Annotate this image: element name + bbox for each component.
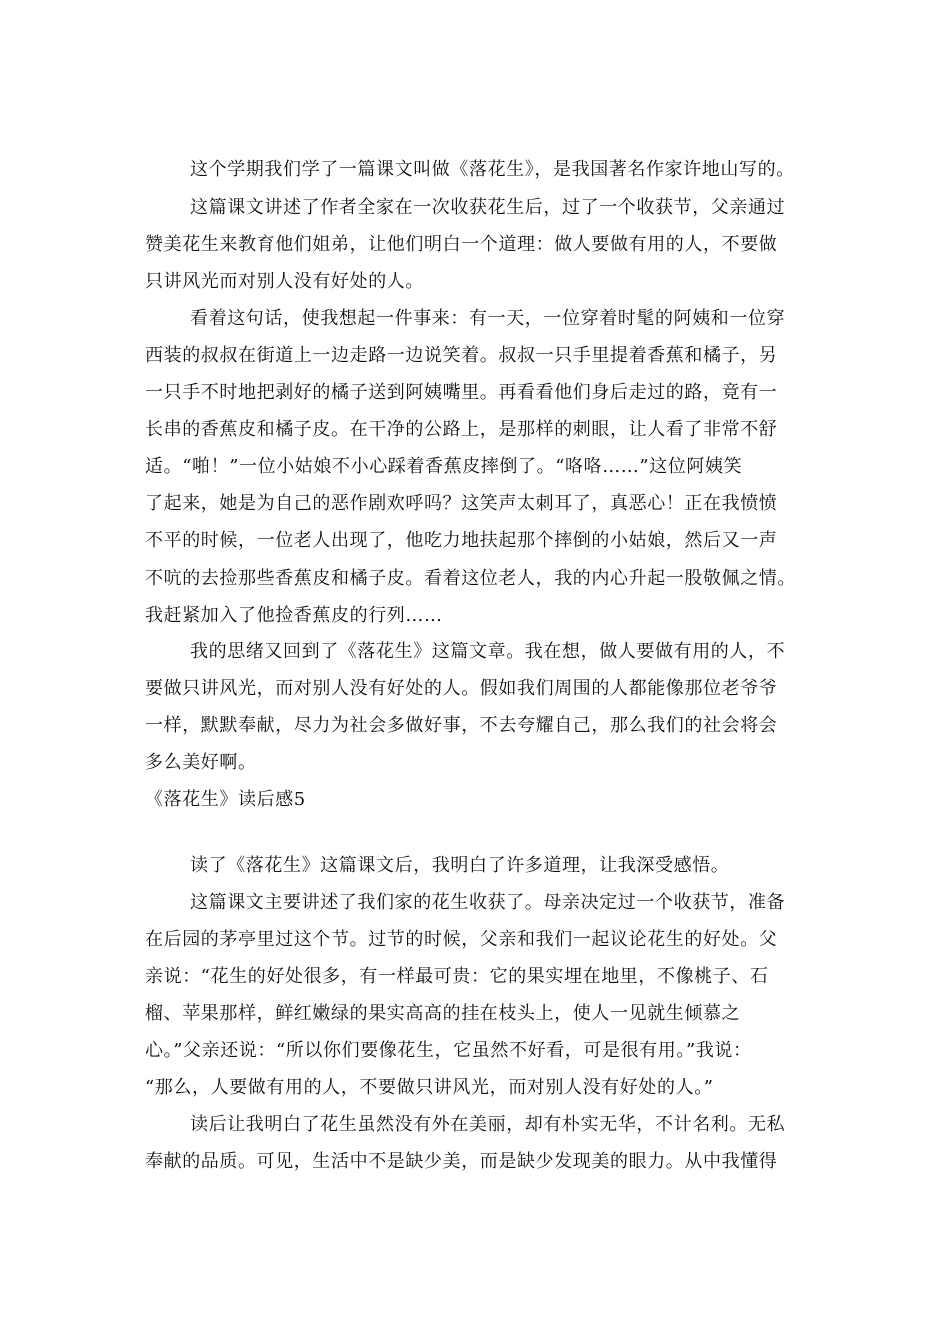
text-line: 一样，默默奉献，尽力为社会多做好事，不去夸耀自己，那么我们的社会将会	[145, 715, 778, 736]
text-line: 这个学期我们学了一篇课文叫做《落花生》，是我国著名作家许地山写的。	[190, 159, 795, 180]
text-line: 不平的时候，一位老人出现了，他吃力地扶起那个摔倒的小姑娘，然后又一声	[145, 530, 778, 551]
section-heading: 《落花生》读后感5	[145, 789, 306, 810]
text-line: 适。“啪！”一位小姑娘不小心踩着香蕉皮摔倒了。“咯咯……”这位阿姨笑	[145, 456, 743, 477]
text-line: 读了《落花生》这篇课文后，我明白了许多道理，让我深受感悟。	[190, 855, 730, 876]
text-line: 赞美花生来教育他们姐弟，让他们明白一个道理：做人要做有用的人，不要做	[145, 234, 778, 255]
text-line: 要做只讲风光，而对别人没有好处的人。假如我们周围的人都能像那位老爷爷	[145, 678, 778, 699]
text-line: 心。”父亲还说：“所以你们要像花生，它虽然不好看，可是很有用。”我说：	[145, 1040, 752, 1061]
text-line: 我赶紧加入了他捡香蕉皮的行列……	[145, 605, 443, 626]
text-line: 我的思绪又回到了《落花生》这篇文章。我在想，做人要做有用的人，不	[190, 641, 786, 662]
text-line: 不吭的去捡那些香蕉皮和橘子皮。看着这位老人，我的内心升起一股敬佩之情。	[145, 568, 796, 589]
text-line: 榴、苹果那样，鲜红嫩绿的果实高高的挂在枝头上，使人一见就生倾慕之	[145, 1003, 741, 1024]
text-line: 长串的香蕉皮和橘子皮。在干净的公路上，是那样的刺眼，让人看了非常不舒	[145, 419, 778, 440]
text-line: 一只手不时地把剥好的橘子送到阿姨嘴里。再看看他们身后走过的路，竟有一	[145, 382, 778, 403]
text-line: 在后园的茅亭里过这个节。过节的时候，父亲和我们一起议论花生的好处。父	[145, 929, 778, 950]
text-line: 多么美好啊。	[145, 752, 257, 773]
text-line: 只讲风光而对别人没有好处的人。	[145, 271, 424, 292]
text-line: 奉献的品质。可见，生活中不是缺少美，而是缺少发现美的眼力。从中我懂得	[145, 1151, 778, 1172]
text-line: 读后让我明白了花生虽然没有外在美丽，却有朴实无华，不计名利。无私	[190, 1114, 786, 1135]
text-line: “那么，人要做有用的人，不要做只讲风光，而对别人没有好处的人。”	[145, 1077, 714, 1098]
text-line: 了起来，她是为自己的恶作剧欢呼吗？这笑声太刺耳了，真恶心！正在我愤愤	[145, 493, 778, 514]
text-line: 看着这句话，使我想起一件事来：有一天，一位穿着时髦的阿姨和一位穿	[190, 308, 786, 329]
text-line: 西装的叔叔在街道上一边走路一边说笑着。叔叔一只手里提着香蕉和橘子，另	[145, 345, 778, 366]
text-line: 这篇课文讲述了作者全家在一次收获花生后，过了一个收获节，父亲通过	[190, 197, 786, 218]
text-line: 亲说：“花生的好处很多，有一样最可贵：它的果实埋在地里，不像桃子、石	[145, 966, 769, 987]
text-line: 这篇课文主要讲述了我们家的花生收获了。母亲决定过一个收获节，准备	[190, 892, 786, 913]
